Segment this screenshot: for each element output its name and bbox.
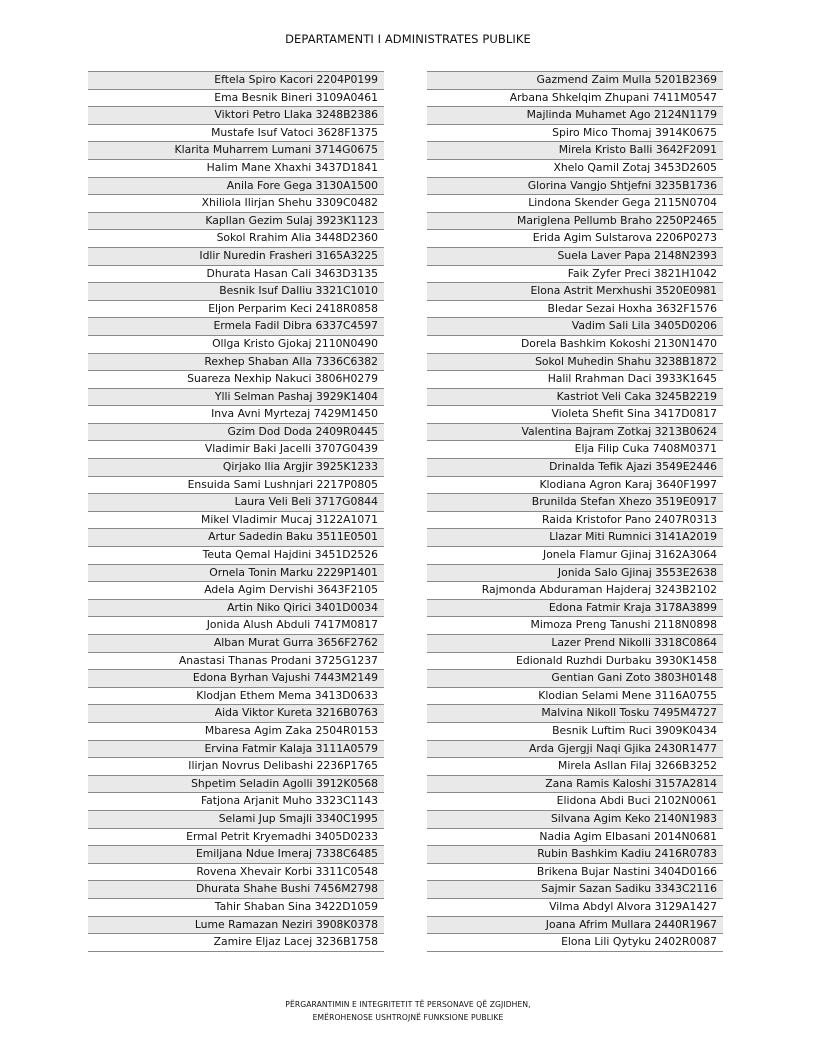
- list-item: Teuta Qemal Hajdini 3451D2526: [88, 547, 384, 565]
- list-item: Anila Fore Gega 3130A1500: [88, 178, 384, 196]
- list-item: Ermela Fadil Dibra 6337C4597: [88, 318, 384, 336]
- list-item: Ema Besnik Bineri 3109A0461: [88, 90, 384, 108]
- list-item: Adela Agim Dervishi 3643F2105: [88, 582, 384, 600]
- footer-line-1: PËRGARANTIMIN E INTEGRITETIT TË PERSONAVE QË ZGJIDHEN,: [285, 1000, 531, 1009]
- list-item: Aida Viktor Kureta 3216B0763: [88, 705, 384, 723]
- right-name-list: [427, 71, 723, 952]
- list-item: Besnik Isuf Dalliu 3321C1010: [88, 283, 384, 301]
- list-item: Rovena Xhevair Korbi 3311C0548: [88, 864, 384, 882]
- list-item: Sajmir Sazan Sadiku 3343C2116: [427, 881, 723, 899]
- list-item: Shpetim Seladin Agolli 3912K0568: [88, 776, 384, 794]
- list-item: Anastasi Thanas Prodani 3725G1237: [88, 653, 384, 671]
- page-footer: [0, 998, 816, 1024]
- list-item: Inva Avni Myrtezaj 7429M1450: [88, 406, 384, 424]
- list-item: Idlir Nuredin Frasheri 3165A3225: [88, 248, 384, 266]
- list-item: Joana Afrim Mullara 2440R1967: [427, 917, 723, 935]
- list-item: Jonida Alush Abduli 7417M0817: [88, 617, 384, 635]
- list-item: Violeta Shefit Sina 3417D0817: [427, 406, 723, 424]
- list-item: Malvina Nikoll Tosku 7495M4727: [427, 705, 723, 723]
- list-item: Gzim Dod Doda 2409R0445: [88, 424, 384, 442]
- list-item: Erida Agim Sulstarova 2206P0273: [427, 230, 723, 248]
- list-item: Artin Niko Qirici 3401D0034: [88, 600, 384, 618]
- list-item: Besnik Luftim Ruci 3909K0434: [427, 723, 723, 741]
- list-item: Drinalda Tefik Ajazi 3549E2446: [427, 459, 723, 477]
- list-item: Ervina Fatmir Kalaja 3111A0579: [88, 741, 384, 759]
- list-item: Fatjona Arjanit Muho 3323C1143: [88, 793, 384, 811]
- list-item: Ylli Selman Pashaj 3929K1404: [88, 389, 384, 407]
- list-item: Edona Fatmir Kraja 3178A3899: [427, 600, 723, 618]
- list-item: Mariglena Pellumb Braho 2250P2465: [427, 213, 723, 231]
- left-name-list: [88, 71, 384, 952]
- list-item: Klodian Selami Mene 3116A0755: [427, 688, 723, 706]
- list-item: Rajmonda Abduraman Hajderaj 3243B2102: [427, 582, 723, 600]
- list-item: Sokol Rrahim Alia 3448D2360: [88, 230, 384, 248]
- list-item: Kapllan Gezim Sulaj 3923K1123: [88, 213, 384, 231]
- list-item: Valentina Bajram Zotkaj 3213B0624: [427, 424, 723, 442]
- page-title: DEPARTAMENTI I ADMINISTRATES PUBLIKE: [285, 32, 531, 46]
- list-item: Emiljana Ndue Imeraj 7338C6485: [88, 846, 384, 864]
- list-item: Dorela Bashkim Kokoshi 2130N1470: [427, 336, 723, 354]
- list-item: Ensuida Sami Lushnjari 2217P0805: [88, 477, 384, 495]
- list-item: Vladimir Baki Jacelli 3707G0439: [88, 441, 384, 459]
- list-item: Rubin Bashkim Kadiu 2416R0783: [427, 846, 723, 864]
- list-item: Jonela Flamur Gjinaj 3162A3064: [427, 547, 723, 565]
- list-item: Eftela Spiro Kacori 2204P0199: [88, 72, 384, 90]
- list-item: Rexhep Shaban Alla 7336C6382: [88, 354, 384, 372]
- list-item: Bledar Sezai Hoxha 3632F1576: [427, 301, 723, 319]
- list-item: Sokol Muhedin Shahu 3238B1872: [427, 354, 723, 372]
- list-item: Elja Filip Cuka 7408M0371: [427, 441, 723, 459]
- list-item: Ermal Petrit Kryemadhi 3405D0233: [88, 829, 384, 847]
- list-item: Brikena Bujar Nastini 3404D0166: [427, 864, 723, 882]
- list-item: Faik Zyfer Preci 3821H1042: [427, 266, 723, 284]
- list-item: Eljon Perparim Keci 2418R0858: [88, 301, 384, 319]
- list-item: Alban Murat Gurra 3656F2762: [88, 635, 384, 653]
- list-item: Mbaresa Agim Zaka 2504R0153: [88, 723, 384, 741]
- list-item: Klodiana Agron Karaj 3640F1997: [427, 477, 723, 495]
- list-item: Mirela Asllan Filaj 3266B3252: [427, 758, 723, 776]
- list-item: Silvana Agim Keko 2140N1983: [427, 811, 723, 829]
- list-item: Qirjako Ilia Argjir 3925K1233: [88, 459, 384, 477]
- list-item: Viktori Petro Llaka 3248B2386: [88, 107, 384, 125]
- list-item: Nadia Agim Elbasani 2014N0681: [427, 829, 723, 847]
- list-item: Suela Laver Papa 2148N2393: [427, 248, 723, 266]
- list-item: Brunilda Stefan Xhezo 3519E0917: [427, 494, 723, 512]
- list-item: Halil Rrahman Daci 3933K1645: [427, 371, 723, 389]
- list-item: Ollga Kristo Gjokaj 2110N0490: [88, 336, 384, 354]
- list-item: Spiro Mico Thomaj 3914K0675: [427, 125, 723, 143]
- list-item: Mikel Vladimir Mucaj 3122A1071: [88, 512, 384, 530]
- list-item: Raida Kristofor Pano 2407R0313: [427, 512, 723, 530]
- list-item: Mustafe Isuf Vatoci 3628F1375: [88, 125, 384, 143]
- list-item: Mirela Kristo Balli 3642F2091: [427, 142, 723, 160]
- list-item: Elona Astrit Merxhushi 3520E0981: [427, 283, 723, 301]
- list-item: Jonida Salo Gjinaj 3553E2638: [427, 565, 723, 583]
- list-item: Lindona Skender Gega 2115N0704: [427, 195, 723, 213]
- list-item: Halim Mane Xhaxhi 3437D1841: [88, 160, 384, 178]
- list-item: Arda Gjergji Naqi Gjika 2430R1477: [427, 741, 723, 759]
- list-item: Edona Byrhan Vajushi 7443M2149: [88, 670, 384, 688]
- list-item: Elona Lili Qytyku 2402R0087: [427, 934, 723, 952]
- list-item: Lume Ramazan Neziri 3908K0378: [88, 917, 384, 935]
- list-item: Vilma Abdyl Alvora 3129A1427: [427, 899, 723, 917]
- list-item: Dhurata Hasan Cali 3463D3135: [88, 266, 384, 284]
- list-item: Ornela Tonin Marku 2229P1401: [88, 565, 384, 583]
- list-item: Llazar Miti Rumnici 3141A2019: [427, 529, 723, 547]
- list-item: Tahir Shaban Sina 3422D1059: [88, 899, 384, 917]
- list-item: Glorina Vangjo Shtjefni 3235B1736: [427, 178, 723, 196]
- list-item: Gazmend Zaim Mulla 5201B2369: [427, 72, 723, 90]
- list-item: Selami Jup Smajli 3340C1995: [88, 811, 384, 829]
- list-item: Arbana Shkelqim Zhupani 7411M0547: [427, 90, 723, 108]
- list-item: Klodjan Ethem Mema 3413D0633: [88, 688, 384, 706]
- list-item: Kastriot Veli Caka 3245B2219: [427, 389, 723, 407]
- list-item: Dhurata Shahe Bushi 7456M2798: [88, 881, 384, 899]
- list-item: Zamire Eljaz Lacej 3236B1758: [88, 934, 384, 952]
- list-item: Xhelo Qamil Zotaj 3453D2605: [427, 160, 723, 178]
- list-item: Laura Veli Beli 3717G0844: [88, 494, 384, 512]
- footer-line-2: EMËROHENOSE USHTROJNË FUNKSIONE PUBLIKE: [312, 1013, 504, 1022]
- list-item: Edionald Ruzhdi Durbaku 3930K1458: [427, 653, 723, 671]
- list-item: Mimoza Preng Tanushi 2118N0898: [427, 617, 723, 635]
- list-item: Ilirjan Novrus Delibashi 2236P1765: [88, 758, 384, 776]
- list-item: Lazer Prend Nikolli 3318C0864: [427, 635, 723, 653]
- list-item: Vadim Sali Lila 3405D0206: [427, 318, 723, 336]
- list-item: Klarita Muharrem Lumani 3714G0675: [88, 142, 384, 160]
- list-item: Majlinda Muhamet Ago 2124N1179: [427, 107, 723, 125]
- list-item: Zana Ramis Kaloshi 3157A2814: [427, 776, 723, 794]
- list-item: Artur Sadedin Baku 3511E0501: [88, 529, 384, 547]
- list-item: Xhiliola Ilirjan Shehu 3309C0482: [88, 195, 384, 213]
- list-item: Suareza Nexhip Nakuci 3806H0279: [88, 371, 384, 389]
- list-item: Gentian Gani Zoto 3803H0148: [427, 670, 723, 688]
- list-item: Elidona Abdi Buci 2102N0061: [427, 793, 723, 811]
